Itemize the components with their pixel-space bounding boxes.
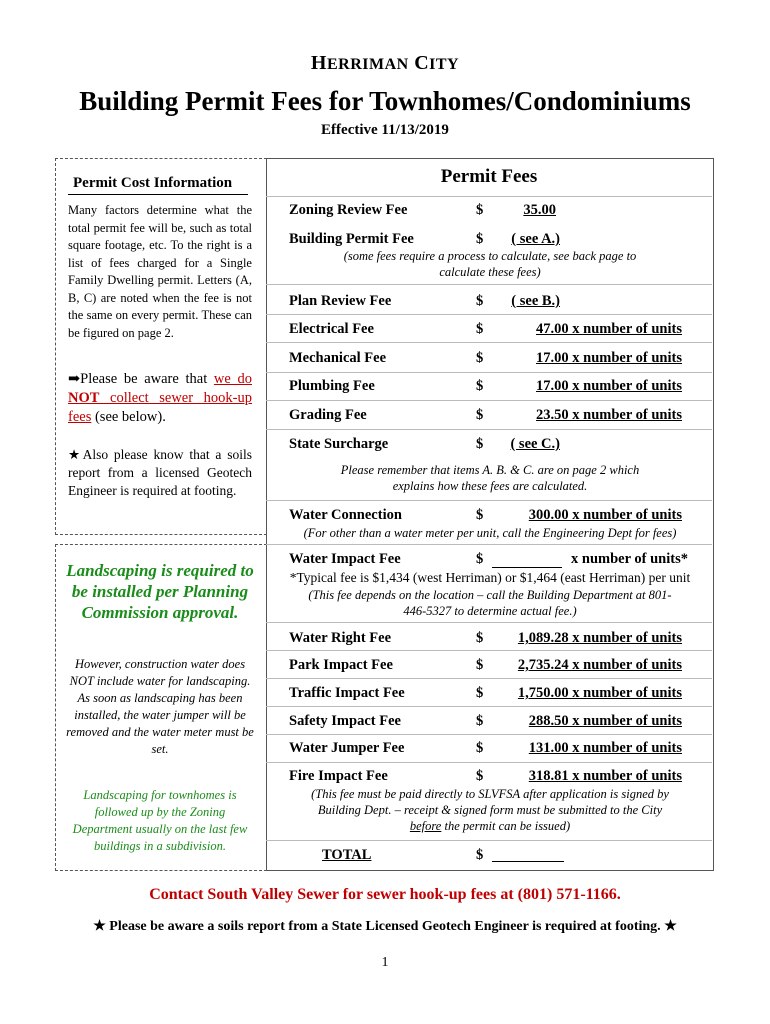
dollar-sign: $ [476, 740, 484, 756]
note-building: (some fees require a process to calculate, see back page to calculate these fees) [343, 249, 637, 279]
total-blank-line [492, 861, 564, 862]
soils-notice: ★Also please know that a soils report from a licensed Geotech Engineer is required at footing. [68, 447, 252, 498]
fee-value-state-surcharge: ( see C.) [510, 436, 560, 452]
star-icon: ★ [93, 919, 106, 934]
landscaping-paragraph: However, construction water does NOT include water for landscaping. As soon as landscaping has been installed, the water jumper will be removed and the water meter must be set. [66, 657, 254, 756]
page-number: 1 [381, 955, 389, 970]
fee-label-traffic-impact: Traffic Impact Fee [289, 685, 405, 701]
dollar-sign: $ [476, 231, 484, 247]
note-water-impact-typical: *Typical fee is $1,434 (west Herriman) or $1,464 (east Herriman) per unit [289, 570, 691, 585]
dollar-sign: $ [476, 378, 484, 394]
dollar-sign: $ [476, 350, 484, 366]
fee-value-water-right: 1,089.28 x number of units [517, 630, 682, 646]
fee-value-safety-impact: 288.50 x number of units [528, 713, 682, 729]
total-label: TOTAL [322, 847, 372, 863]
fee-label-zoning: Zoning Review Fee [289, 202, 408, 218]
dollar-sign: $ [476, 507, 484, 523]
soils-report-notice: ★ Please be aware a soils report from a State Licensed Geotech Engineer is required at footing. ★ [93, 919, 677, 934]
dollar-sign: $ [476, 713, 484, 729]
fee-label-electrical: Electrical Fee [289, 321, 374, 337]
effective-date: Effective 11/13/2019 [321, 122, 449, 138]
dollar-sign: $ [476, 293, 484, 309]
star-icon: ★ [68, 447, 83, 462]
dollar-sign: $ [476, 847, 484, 863]
landscaping-heading: Landscaping is required to be installed per Planning Commission approval. [66, 561, 254, 622]
fee-value-water-jumper: 131.00 x number of units [528, 740, 682, 756]
fee-label-water-right: Water Right Fee [289, 630, 392, 646]
fee-label-state-surcharge: State Surcharge [289, 436, 389, 452]
fee-value-park-impact: 2,735.24 x number of units [517, 657, 682, 673]
dollar-sign: $ [476, 657, 484, 673]
fee-value-zoning: 35.00 [523, 202, 556, 218]
blank-underline [492, 567, 562, 568]
fee-label-safety-impact: Safety Impact Fee [289, 713, 401, 729]
fee-label-mechanical: Mechanical Fee [289, 350, 387, 366]
fee-value-water-impact: x number of units* [571, 551, 688, 567]
dollar-sign: $ [476, 685, 484, 701]
note-fire-impact: (This fee must be paid directly to SLVFSA after application is signed by Building Dept. – receipt & signed form must be submitted to the City before the permit can be issued) [311, 787, 669, 833]
dollar-sign: $ [476, 436, 484, 452]
permit-cost-heading: Permit Cost Information [73, 175, 233, 191]
fee-value-traffic-impact: 1,750.00 x number of units [517, 685, 682, 701]
permit-fees-heading: Permit Fees [440, 166, 538, 187]
permit-cost-paragraph: Many factors determine what the total permit fee will be, such as total square footage, etc. To the right is a list of fees charged for a Single Family Dwelling permit. Letters (A, B, C) are noted when the fee is not the same on every permit. These can be figured on page 2. [68, 203, 252, 340]
dollar-sign: $ [476, 768, 484, 784]
heading-rule [68, 194, 248, 195]
fee-label-water-connection: Water Connection [289, 507, 402, 523]
fee-label-park-impact: Park Impact Fee [289, 657, 393, 673]
fee-value-building: ( see A.) [511, 231, 560, 247]
fee-value-plumbing: 17.00 x number of units [536, 378, 682, 394]
dollar-sign: $ [476, 551, 484, 567]
fee-value-fire-impact: 318.81 x number of units [528, 768, 682, 784]
fee-value-water-connection: 300.00 x number of units [528, 507, 682, 523]
dollar-sign: $ [476, 407, 484, 423]
sewer-notice: ➡Please be aware that we do NOT collect sewer hook-up fees (see below). [68, 371, 252, 425]
page-title: Building Permit Fees for Townhomes/Condominiums [79, 86, 691, 116]
note-water-connection: (For other than a water meter per unit, call the Engineering Dept for fees) [303, 526, 677, 540]
dollar-sign: $ [476, 202, 484, 218]
fee-value-plan-review: ( see B.) [511, 293, 560, 309]
sewer-contact-notice: Contact South Valley Sewer for sewer hook-up fees at (801) 571-1166. [149, 886, 621, 903]
fee-label-building: Building Permit Fee [289, 231, 414, 247]
landscaping-followup: Landscaping for townhomes is followed up by the Zoning Department usually on the last few buildings in a subdivision. [72, 788, 248, 853]
fee-value-grading: 23.50 x number of units [536, 407, 682, 423]
dollar-sign: $ [476, 321, 484, 337]
fee-label-water-jumper: Water Jumper Fee [289, 740, 405, 756]
fee-label-plan-review: Plan Review Fee [289, 293, 392, 309]
fee-label-plumbing: Plumbing Fee [289, 378, 375, 394]
fee-label-fire-impact: Fire Impact Fee [289, 768, 388, 784]
fee-value-mechanical: 17.00 x number of units [536, 350, 682, 366]
star-icon: ★ [664, 919, 677, 934]
city-name: HERRIMAN CITY [310, 52, 460, 74]
note-water-impact-location: (This fee depends on the location – call the Building Department at 801-446-5327 to determine actual fee.) [308, 588, 672, 618]
fee-value-electrical: 47.00 x number of units [536, 321, 682, 337]
fee-label-grading: Grading Fee [289, 407, 367, 423]
arrow-icon: ➡ [68, 371, 81, 387]
dollar-sign: $ [476, 630, 484, 646]
fee-label-water-impact: Water Impact Fee [289, 551, 401, 567]
note-abc: Please remember that items A. B. & C. are on page 2 which explains how these fees are calculated. [340, 463, 640, 493]
